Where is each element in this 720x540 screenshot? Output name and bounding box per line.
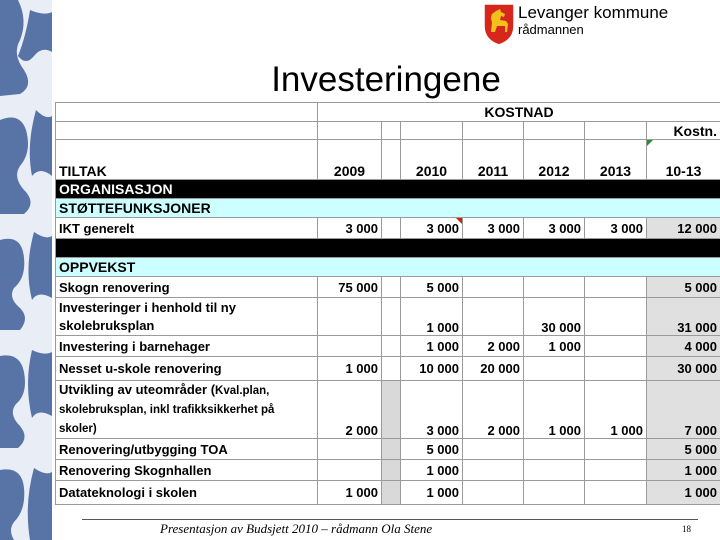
col-header-2011: 2011: [463, 140, 524, 180]
table-row: IKT generelt 3 000 3 000 3 000 3 000 3 000 12 000: [56, 218, 720, 239]
section-label-oppvekst: OPPVEKST: [56, 258, 720, 277]
header-blank: [56, 103, 318, 122]
slide-title: Investeringene: [271, 60, 501, 99]
group-header-kostnad: KOSTNAD: [318, 103, 720, 122]
col-header-tiltak: TILTAK: [56, 140, 318, 180]
department-name: rådmannen: [518, 22, 584, 37]
table-row: Investeringer i henhold til ny skolebruksplan 1 000 30 000 31 000: [56, 298, 720, 336]
table-row: Datateknologi i skolen 1 000 1 000 1 000: [56, 481, 720, 505]
row-stottefunksjoner: [56, 199, 720, 218]
section-label-organisasjon: ORGANISASJON: [56, 180, 720, 199]
sum-header-top: Kostn.: [647, 122, 720, 140]
col-header-2009: 2009: [318, 140, 382, 180]
investment-table: [55, 102, 720, 505]
page-number: 18: [682, 524, 691, 534]
row-oppvekst: [56, 258, 720, 277]
municipality-logo-icon: [482, 2, 516, 46]
col-header-2012: 2012: [524, 140, 585, 180]
header-row-group: [56, 103, 720, 122]
col-header-2010: 2010: [401, 140, 463, 180]
header-row-columns: [56, 140, 720, 180]
table-row: Renovering Skognhallen 1 000 1 000: [56, 460, 720, 481]
footer-text: Presentasjon av Budsjett 2010 – rådmann Ola Stene: [160, 521, 433, 536]
footer-divider: [82, 519, 698, 520]
table-row: Nesset u-skole renovering 1 000 10 000 20 000 30 000: [56, 357, 720, 381]
header-row-sub: [56, 122, 720, 140]
col-header-sum: 10-13: [647, 140, 720, 180]
table-row: Investering i barnehager 1 000 2 000 1 000 4 000: [56, 336, 720, 357]
table-row: Utvikling av uteområder (Kval.plan, skolebruksplan, inkl trafikksikkerhet på skoler) 2 000 3 000 2 000 1 000 1 000 7 000: [56, 381, 720, 439]
row-organisasjon: [56, 180, 720, 199]
col-header-2013: 2013: [585, 140, 647, 180]
org-name: Levanger kommune: [518, 3, 669, 22]
section-label-stottefunksjoner: STØTTEFUNKSJONER: [56, 199, 720, 218]
table-row: Skogn renovering 75 000 5 000 5 000: [56, 277, 720, 298]
table-row: Renovering/utbygging TOA 5 000 5 000: [56, 439, 720, 460]
row-black-separator: [56, 239, 720, 258]
